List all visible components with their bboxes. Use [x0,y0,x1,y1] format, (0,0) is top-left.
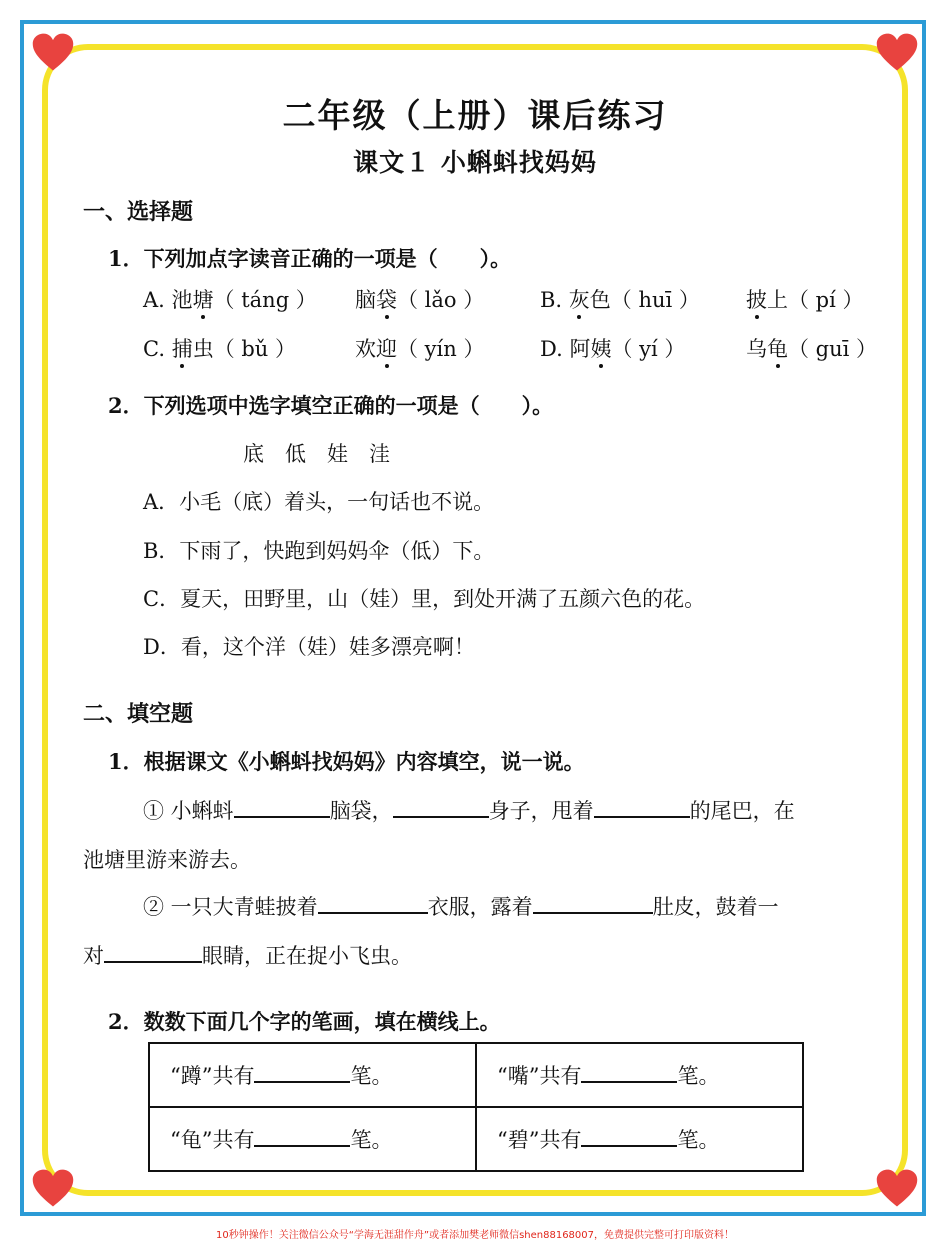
option-c-word2: 欢迎（ yín ） [355,333,484,363]
answer-blank[interactable] [234,796,330,818]
answer-blank[interactable] [254,1061,350,1083]
fill-line: 池塘里游来游去。 [83,848,251,872]
section-heading: 一、选择题 [83,199,194,225]
table-cell: “蹲”共有 笔。 [149,1043,476,1107]
question-prompt: 1．根据课文《小蝌蚪找妈妈》内容填空，说一说。 [108,749,585,774]
fill-line: ② 一只大青蛙披着 衣服，露着 肚皮，鼓着一 [143,891,779,921]
fill-line: ① 小蝌蚪 脑袋， 身子，甩着 的尾巴，在 [143,795,795,825]
heart-icon [30,1166,76,1212]
option-d-word2: 乌龟（ guī ） [746,333,877,363]
heart-icon [874,1166,920,1212]
choice-option: C．夏天，田野里，山（娃）里，到处开满了五颜六色的花。 [143,587,706,611]
table-cell: “龟”共有 笔。 [149,1107,476,1171]
page-title: 二年级（上册）课后练习 [282,96,668,135]
stroke-count-table [148,1042,804,1172]
question-prompt: 2．下列选项中选字填空正确的一项是（ ）。 [108,393,554,418]
option-b-word2: 披上（ pí ） [746,284,864,314]
answer-blank[interactable] [594,796,690,818]
candidate-chars: 底 低 娃 洼 [243,442,390,466]
footer-notice: 10秒钟操作！关注微信公众号“学海无涯甜作舟”或者添加樊老师微信shen88168007，免费提供完整可打印版资料！ [215,1230,735,1241]
table-cell: “嘴”共有 笔。 [476,1043,803,1107]
choice-option: B．下雨了，快跑到妈妈伞（低）下。 [143,539,495,563]
answer-blank[interactable] [254,1125,350,1147]
question-prompt: 2．数数下面几个字的笔画，填在横线上。 [108,1009,501,1034]
heart-icon [30,30,76,76]
answer-blank[interactable] [533,892,653,914]
choice-option: A．小毛（底）着头，一句话也不说。 [143,490,495,514]
option-c-word1: C. 捕虫（ bǔ ） [143,333,296,363]
answer-blank[interactable] [393,796,489,818]
answer-blank[interactable] [581,1125,677,1147]
page-subtitle: 课文１ 小蝌蚪找妈妈 [353,148,597,177]
answer-blank[interactable] [318,892,428,914]
question-prompt: 1．下列加点字读音正确的一项是（ ）。 [108,246,512,271]
option-a-word1: A. 池塘（ táng ） [143,284,317,314]
choice-option: D．看，这个洋（娃）娃多漂亮啊！ [143,635,475,659]
section-heading: 二、填空题 [83,701,194,727]
option-a-word2: 脑袋（ lǎo ） [355,284,484,314]
option-b-word1: B. 灰色（ huī ） [540,284,700,314]
answer-blank[interactable] [581,1061,677,1083]
answer-blank[interactable] [104,941,202,963]
heart-icon [874,30,920,76]
fill-line: 对 眼睛，正在捉小飞虫。 [83,940,412,970]
table-cell: “碧”共有 笔。 [476,1107,803,1171]
option-d-word1: D. 阿姨（ yí ） [540,333,685,363]
